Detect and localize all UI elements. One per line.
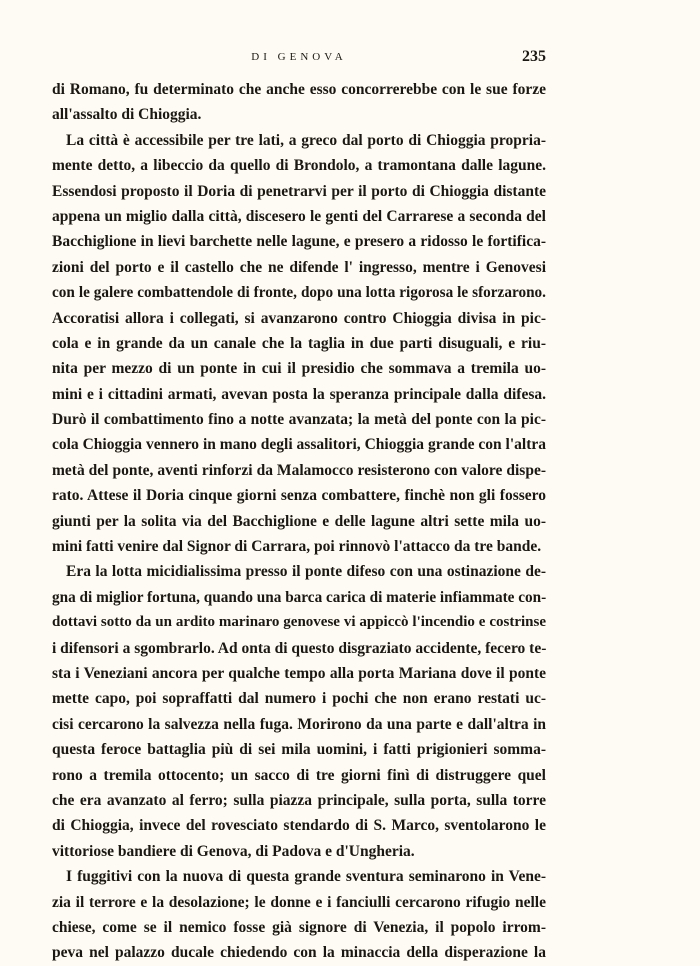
- text-line: Essendosi proposto il Doria di penetrarvi per il porto di Chioggia distante: [52, 182, 546, 200]
- text-line: Era la lotta micidialissima presso il ponte difeso con una ostinazione de-: [66, 563, 546, 581]
- page-number: 235: [522, 48, 546, 65]
- text-line: metà del ponte, aventi rinforzi da Malamocco resisterono con valore dispe-: [52, 461, 546, 479]
- text-line: mini fatti venire dal Signor di Carrara, poi rinnovò l'attacco da tre bande.: [52, 538, 542, 556]
- text-line: zia il terrore e la desolazione; le donne e i fanciulli cercarono rifugio nelle: [52, 893, 546, 911]
- text-line: Bacchiglione in lievi barchette nelle lagune, e presero a ridosso le fortifica-: [52, 233, 546, 251]
- text-line: di Romano, fu determinato che anche esso concorrerebbe con le sue forze: [52, 81, 546, 98]
- body-text: [52, 77, 546, 966]
- text-line: Accoratisi allora i collegati, si avanzarono contro Chioggia divisa in pic-: [52, 309, 546, 327]
- text-line: cola e in grande da un canale che la taglia in due parti disuguali, e riu-: [52, 334, 546, 352]
- text-line: Durò il combattimento fino a notte avanzata; la metà del ponte con la pic-: [52, 411, 546, 429]
- text-line: zioni del porto e il castello che ne difende l' ingresso, mentre i Genovesi: [52, 258, 546, 276]
- running-head: DI GENOVA: [251, 51, 347, 63]
- text-line: peva nel palazzo ducale chiedendo con la minaccia della disperazione la: [52, 944, 546, 962]
- text-line: nita per mezzo di un ponte in cui il presidio che sommava a tremila uo-: [52, 360, 546, 378]
- text-line: La città è accessibile per tre lati, a greco dal porto di Chioggia propria-: [66, 131, 546, 149]
- text-line: con le galere combattendole di fronte, dopo una lotta rigorosa le sforzarono.: [52, 284, 546, 302]
- text-line: appena un miglio dalla città, discesero le genti del Carrarese a seconda del: [52, 207, 546, 225]
- text-line: mini e i cittadini armati, avevan posta la speranza principale dalla difesa.: [52, 385, 546, 403]
- text-line: di Chioggia, invece del rovesciato stendardo di S. Marco, sventolarono le: [52, 817, 546, 835]
- text-line: questa feroce battaglia più di sei mila uomini, i fatti prigionieri somma-: [52, 741, 546, 759]
- text-line: chiese, come se il nemico fosse già signore di Venezia, il popolo irrom-: [52, 918, 546, 936]
- text-line: sta i Veneziani ancora per qualche tempo alla porta Mariana dove il ponte: [52, 664, 546, 682]
- text-line: che era avanzato al ferro; sulla piazza principale, sulla porta, sulla torre: [52, 791, 546, 809]
- text-line: gna di miglior fortuna, quando una barca carica di materie infiammate con-: [52, 588, 546, 606]
- text-line: cisi cercarono la salvezza nella fuga. Morirono da una parte e dall'altra in: [52, 715, 546, 733]
- text-line: i difensori a sgombrarlo. Ad onta di questo disgraziato accidente, fecero te-: [52, 639, 546, 657]
- text-line: I fuggitivi con la nuova di questa grande sventura seminarono in Vene-: [66, 868, 546, 886]
- text-line: giunti per la solita via del Bacchiglione e delle lagune altri sette mila uo-: [52, 512, 546, 530]
- text-line: rono a tremila ottocento; un sacco di tre giorni finì di distruggere quel: [52, 766, 546, 784]
- text-line: dottavi sotto da un ardito marinaro genovese vi appiccò l'incendio e costrinse: [52, 614, 546, 631]
- text-line: mente detto, a libeccio da quello di Brondolo, a tramontana dalle lagune.: [52, 157, 546, 175]
- text-line: rato. Attese il Doria cinque giorni senza combattere, finchè non gli fossero: [52, 487, 546, 505]
- text-line: mette capo, poi sopraffatti dal numero i pochi che non erano restati uc-: [52, 690, 546, 708]
- text-line: cola Chioggia vennero in mano degli assalitori, Chioggia grande con l'altra: [52, 436, 546, 454]
- text-line: vittoriose bandiere di Genova, di Padova e d'Ungheria.: [52, 842, 415, 860]
- text-line: all'assalto di Chioggia.: [52, 106, 202, 124]
- page-header: [52, 48, 546, 70]
